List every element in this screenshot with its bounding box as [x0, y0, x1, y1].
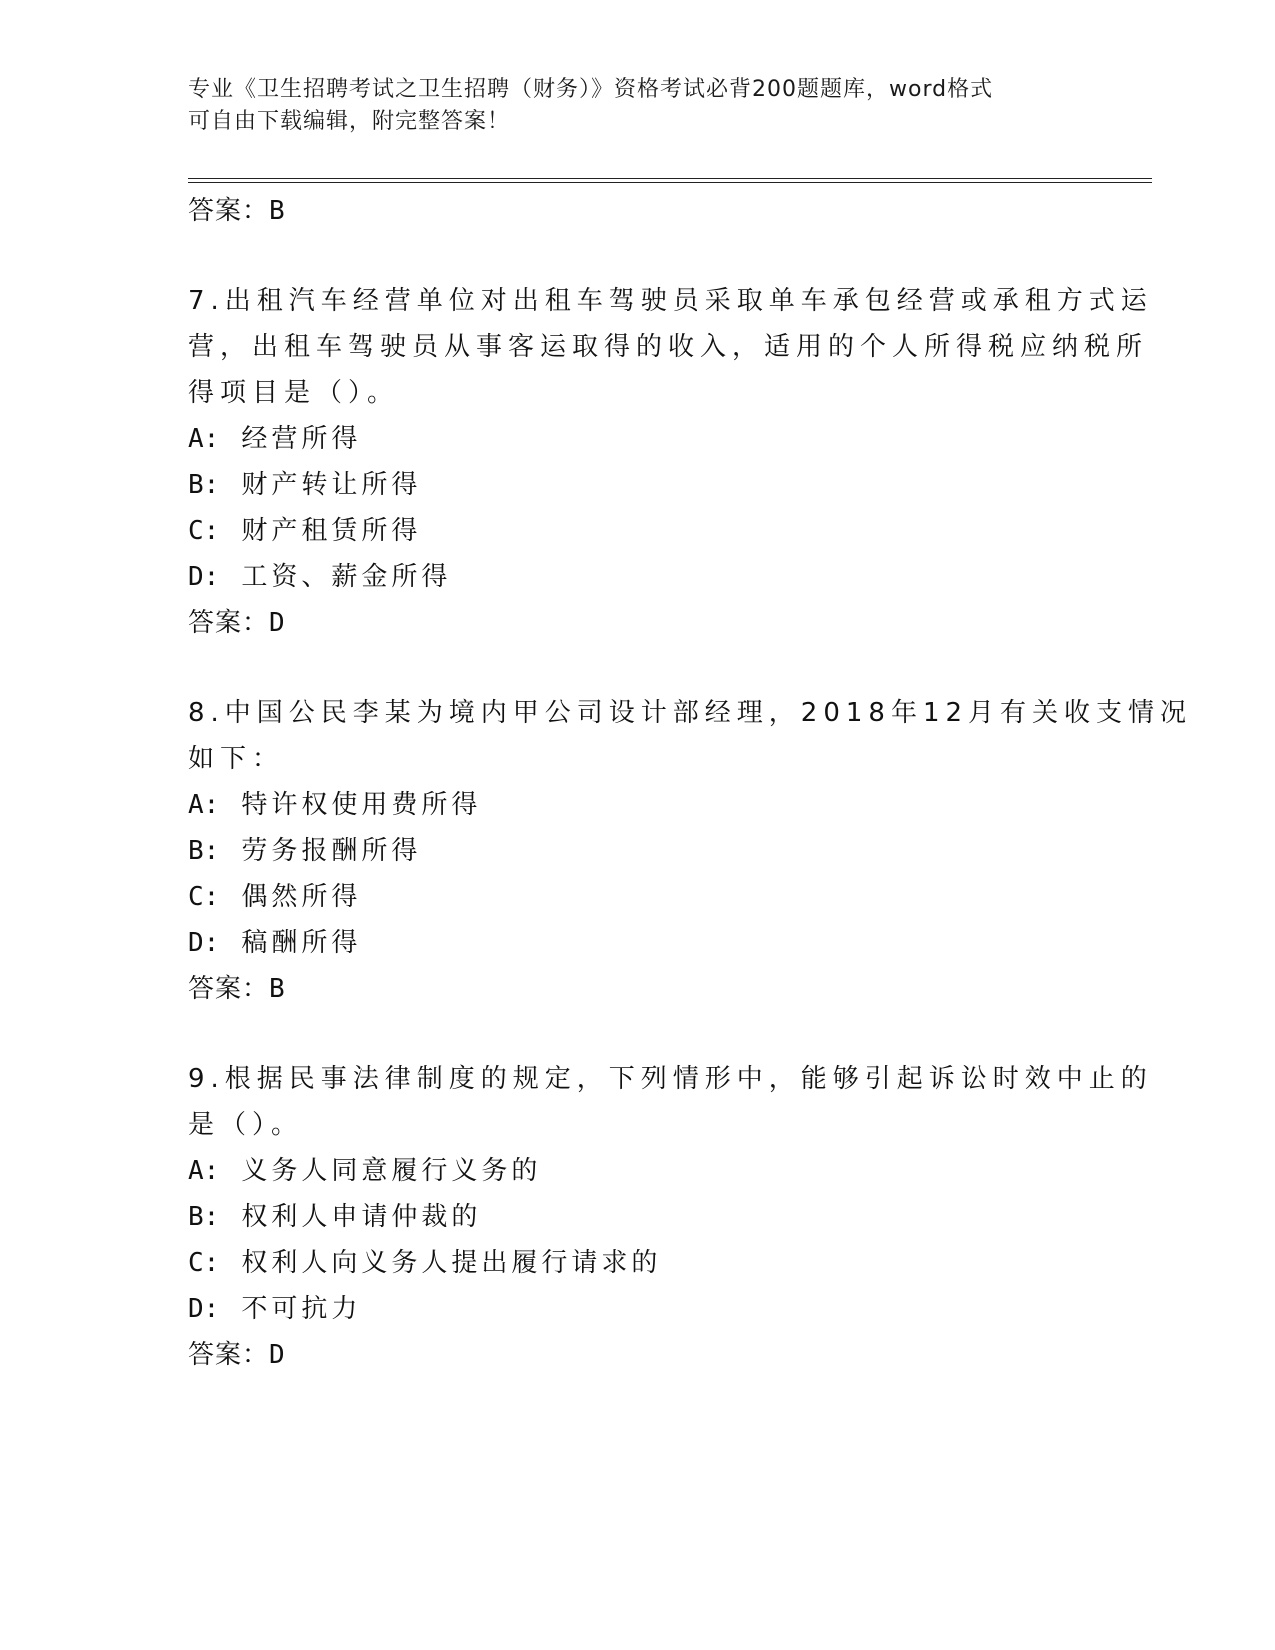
answer-line [188, 600, 1088, 646]
option-key: A: [188, 1156, 220, 1186]
option-text: 经营所得 [241, 424, 362, 454]
option-key: A: [188, 424, 220, 454]
option-key: A: [188, 790, 220, 820]
option-key: C: [188, 1248, 220, 1278]
option-key: B: [188, 836, 220, 866]
option-d [188, 920, 1088, 966]
header-divider-top [188, 178, 1152, 179]
header-line-2: 可自由下载编辑，附完整答案！ [188, 109, 511, 134]
option-d [188, 554, 1088, 600]
question-line: 是（）。 [188, 1110, 304, 1140]
question-list [188, 188, 1193, 1378]
option-text: 权利人向义务人提出履行请求的 [241, 1248, 662, 1278]
option-key: D: [188, 928, 220, 958]
option-d [188, 1286, 1088, 1332]
option-a [188, 1148, 1088, 1194]
answer-label: 答案： [188, 974, 270, 1004]
option-b [188, 828, 1088, 874]
option-c [188, 874, 1088, 920]
question-text [188, 1056, 1153, 1148]
question-line: 如下： [188, 744, 285, 774]
option-key: C: [188, 882, 220, 912]
option-c [188, 1240, 1088, 1286]
option-key: B: [188, 470, 220, 500]
option-key: D: [188, 1294, 220, 1324]
question-text [188, 278, 1153, 416]
option-a [188, 782, 1088, 828]
header-divider-bottom [188, 182, 1152, 183]
option-text: 工资、薪金所得 [241, 562, 452, 592]
option-text: 权利人申请仲裁的 [241, 1202, 482, 1232]
question-line: 7.出租汽车经营单位对出租车驾驶员采取单车承包经营或承租方式运 [188, 286, 1153, 316]
question-line: 营，出租车驾驶员从事客运取得的收入，适用的个人所得税应纳税所 [188, 332, 1149, 362]
option-text: 稿酬所得 [241, 928, 362, 958]
answer-value: D [269, 608, 286, 638]
header-line-1: 专业《卫生招聘考试之卫生招聘（财务）》资格考试必背200题题库，word格式 [188, 77, 994, 102]
question-line: 8.中国公民李某为境内甲公司设计部经理，2018年12月有关收支情况 [188, 698, 1193, 728]
option-text: 义务人同意履行义务的 [241, 1156, 542, 1186]
option-text: 特许权使用费所得 [241, 790, 482, 820]
option-key: B: [188, 1202, 220, 1232]
option-text: 财产租赁所得 [241, 516, 422, 546]
answer-line [188, 966, 1088, 1012]
option-text: 财产转让所得 [241, 470, 422, 500]
question-line: 9.根据民事法律制度的规定，下列情形中，能够引起诉讼时效中止的 [188, 1064, 1153, 1094]
question-line: 得项目是（）。 [188, 378, 400, 408]
answer-value: B [269, 974, 286, 1004]
answer-label: 答案： [188, 196, 270, 226]
answer-value: D [269, 1340, 286, 1370]
question-item [188, 1056, 1153, 1378]
option-key: C: [188, 516, 220, 546]
question-item [188, 690, 1193, 1012]
option-a [188, 416, 1088, 462]
answer-line [188, 1332, 1088, 1378]
option-text: 劳务报酬所得 [241, 836, 422, 866]
question-text [188, 690, 1193, 782]
question-item [188, 278, 1153, 646]
answer-line [188, 188, 1088, 234]
answer-label: 答案： [188, 608, 270, 638]
answer-value: B [269, 196, 286, 226]
option-c [188, 508, 1088, 554]
option-b [188, 1194, 1088, 1240]
document-header [188, 74, 1088, 138]
option-text: 偶然所得 [241, 882, 362, 912]
option-b [188, 462, 1088, 508]
option-text: 不可抗力 [241, 1294, 362, 1324]
option-key: D: [188, 562, 220, 592]
answer-label: 答案： [188, 1340, 270, 1370]
